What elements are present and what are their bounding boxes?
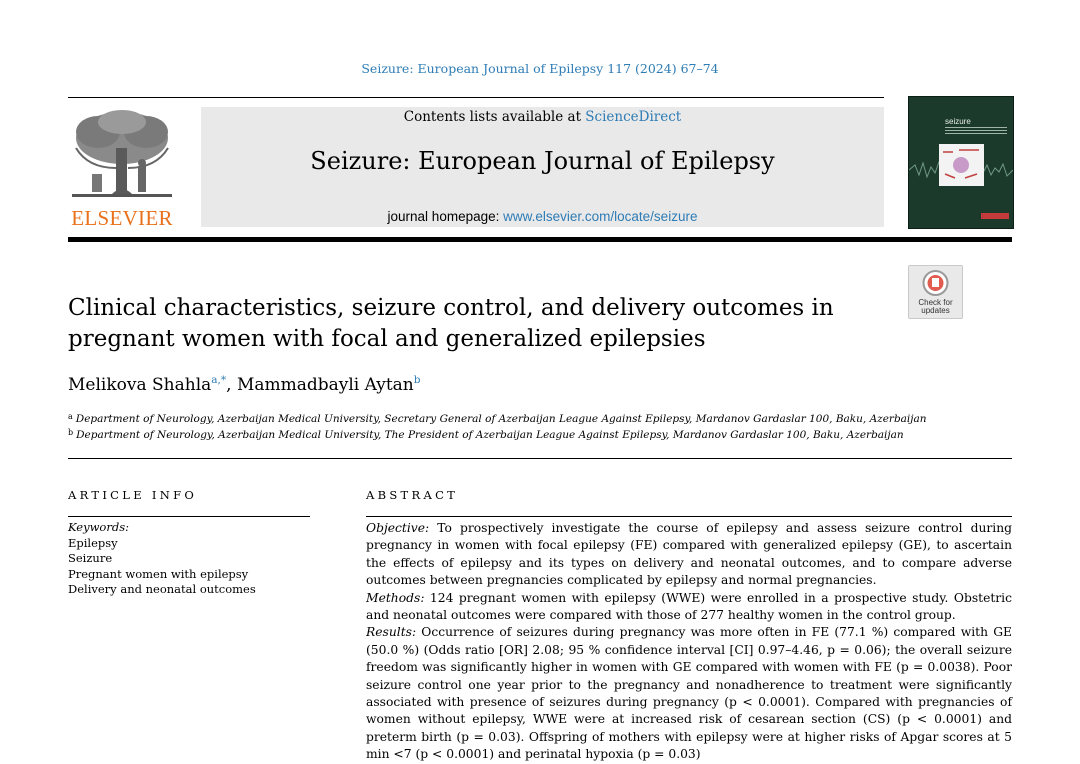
- keyword-item: Delivery and neonatal outcomes: [68, 582, 256, 596]
- keyword-item: Epilepsy: [68, 535, 118, 550]
- affiliation-mark: b: [68, 428, 74, 437]
- methods-label: Methods:: [366, 590, 425, 605]
- article-info-heading: ARTICLE INFO: [68, 488, 198, 502]
- abstract-rule: [366, 516, 1012, 517]
- header-rule: [68, 97, 884, 98]
- affiliation-mark: a: [68, 412, 73, 421]
- abstract-objective: [366, 520, 1012, 590]
- affiliation-b: [68, 428, 904, 441]
- homepage-prefix: journal homepage:: [387, 209, 504, 224]
- author-name[interactable]: Mammadbayli Aytan: [236, 375, 414, 395]
- affiliation-a: [68, 412, 927, 425]
- contents-prefix: Contents lists available at: [403, 109, 586, 125]
- methods-text: 124 pregnant women with epilepsy (WWE) were enrolled in a prospective study. Obstetric and neonatal outcomes were compared with those of 277 healthy women in the control group.: [366, 590, 1012, 623]
- keyword-item: Pregnant women with epilepsy: [68, 566, 249, 581]
- check-updates-label: Check for updates: [918, 298, 953, 315]
- keywords-block: [68, 520, 256, 598]
- journal-cover-image[interactable]: [908, 96, 1014, 229]
- affiliation-text: Department of Neurology, Azerbaijan Medical University, The President of Azerbaijan League Against Epilepsy, Mardanov Gardaslar 100, Baku, Azerbaijan: [76, 429, 904, 441]
- contents-line: [201, 109, 884, 125]
- check-updates-icon: [909, 266, 962, 298]
- journal-banner: [201, 107, 884, 227]
- sciencedirect-link[interactable]: ScienceDirect: [585, 109, 682, 125]
- abstract-heading: ABSTRACT: [366, 488, 459, 502]
- keywords-label: Keywords:: [68, 520, 129, 534]
- author-affiliation-mark[interactable]: b: [413, 374, 421, 386]
- cover-publisher-mark: [981, 213, 1009, 219]
- cover-name: seizure: [945, 117, 971, 126]
- abstract-methods: [366, 590, 1012, 625]
- cover-subtitle-lines: [945, 127, 1007, 137]
- article-title: Clinical characteristics, seizure control, and delivery outcomes in pregnant women with focal and generalized epilepsies: [68, 295, 834, 352]
- publisher-name: ELSEVIER: [71, 206, 173, 230]
- section-rule: [68, 458, 1012, 459]
- journal-title: Seizure: European Journal of Epilepsy: [310, 147, 775, 175]
- header-thick-rule: [68, 237, 1012, 242]
- affiliation-text: Department of Neurology, Azerbaijan Medical University, Secretary General of Azerbaijan League Against Epilepsy, Mardanov Gardaslar 100, Baku, Azerbaijan: [75, 413, 927, 425]
- cover-artwork: [939, 144, 984, 186]
- journal-citation[interactable]: Seizure: European Journal of Epilepsy 117 (2024) 67–74: [361, 61, 719, 76]
- results-text: Occurrence of seizures during pregnancy was more often in FE (77.1 %) compared with GE (50.0 %) (Odds ratio [OR] 2.08; 95 % confidence interval [CI] 0.97–4.46, p = 0.06); the overall seizure freedom was significantly higher in women with GE compared with women with FE (p = 0.0038). Poor seizure control one year prior to the pregnancy and nonadherence to treatment were significantly associated with presence of seizures during pregnancy (p < 0.0001). Compared with pregnancies of women without epilepsy, WWE were at increased risk of cesarean section (CS) (p < 0.0001) and preterm birth (p = 0.03). Offspring of mothers with epilepsy were at higher risks of Apgar scores at 5 min <7 (p < 0.0001) and perinatal hypoxia (p = 0.03): [366, 625, 1012, 762]
- author-separator: ,: [226, 375, 237, 395]
- objective-text: To prospectively investigate the course of epilepsy and assess seizure control during pregnancy in women with focal epilepsy (FE) compared with generalized epilepsy (GE), to ascertain the effects of epilepsy and its types on delivery and neonatal outcomes, and to compare adverse outcomes between pregnancies complicated by epilepsy and normal pregnancies.: [366, 521, 1012, 588]
- author-list: [68, 374, 421, 395]
- author-affiliation-mark[interactable]: a,*: [211, 374, 227, 386]
- objective-label: Objective:: [366, 521, 430, 535]
- journal-homepage: [201, 209, 884, 224]
- article-info-rule: [68, 516, 310, 517]
- homepage-link[interactable]: www.elsevier.com/locate/seizure: [503, 209, 698, 224]
- author-name[interactable]: Melikova Shahla: [68, 375, 212, 395]
- results-label: Results:: [366, 625, 417, 640]
- abstract-body: [366, 520, 1012, 764]
- keyword-item: Seizure: [68, 551, 113, 565]
- check-for-updates-badge[interactable]: [908, 265, 963, 319]
